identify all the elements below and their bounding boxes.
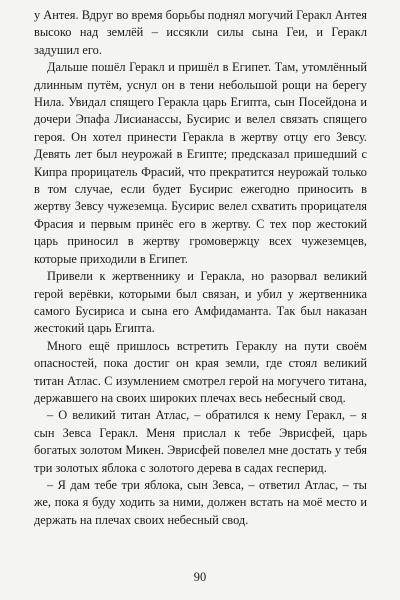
paragraph-atlas: Много ещё пришлось встретить Гераклу на пути своём опасностей, пока достиг он края земли, где стоял великий титан Атлас. С изумлением смотрел герой на могучего титана, державшего на своих широких плечах весь небесный свод. [34,338,367,405]
paragraph-busiris-story: Дальше пошёл Геракл и пришёл в Египет. Там, утомлённый длинным путём, уснул он в тени небольшой рощи на берегу Нила. Увидал спящего Геракла царь Египта, сын Посейдона и дочери Эпафа Лисианассы, Бусирис и велел связать спящего героя. Он хотел принести Геракла в жертву отцу его Зевсу. Девять лет был неурожай в Египте; предсказал пришедший с Кипра прорицатель Фрасий, что прекратится неурожай только в том случае, если будет Бусирис ежегодно приносить в жертву Зевсу чужеземца. Бусирис велел схватить прорицателя Фрасия и первым принёс его в жертву. С тех пор жестокий царь приносил в жертву громовержцу всех чужеземцев, которые приходили в Египет. [34,60,367,266]
paragraph-altar: Привели к жертвеннику и Геракла, но разорвал великий герой верёвки, которыми был связан, и убил у жертвенника самого Бусириса и сына его Амфидаманта. Так был наказан жестокий царь Египта. [34,269,367,336]
paragraph-atlas-reply: – Я дам тебе три яблока, сын Зевса, – ответил Атлас, – ты же, пока я буду ходить за ними, должен встать на моё место и держать на плечах своих небесный свод. [34,477,367,527]
body-text [34,7,367,529]
paragraph-antaeus-end: у Антея. Вдруг во время борьбы поднял могучий Геракл Антея высоко над землёй – иссякли силы сына Геи, и Геракл задушил его. [34,8,367,57]
paragraph-heracles-speech: – О великий титан Атлас, – обратился к нему Геракл, – я сын Зевса Геракл. Меня прислал к тебе Эврисфей, царь богатых золотом Микен. Эврисфей повелел мне достать у тебя три золотых яблока с золотого дерева в садах гесперид. [34,408,367,475]
page-number: 90 [193,570,207,584]
